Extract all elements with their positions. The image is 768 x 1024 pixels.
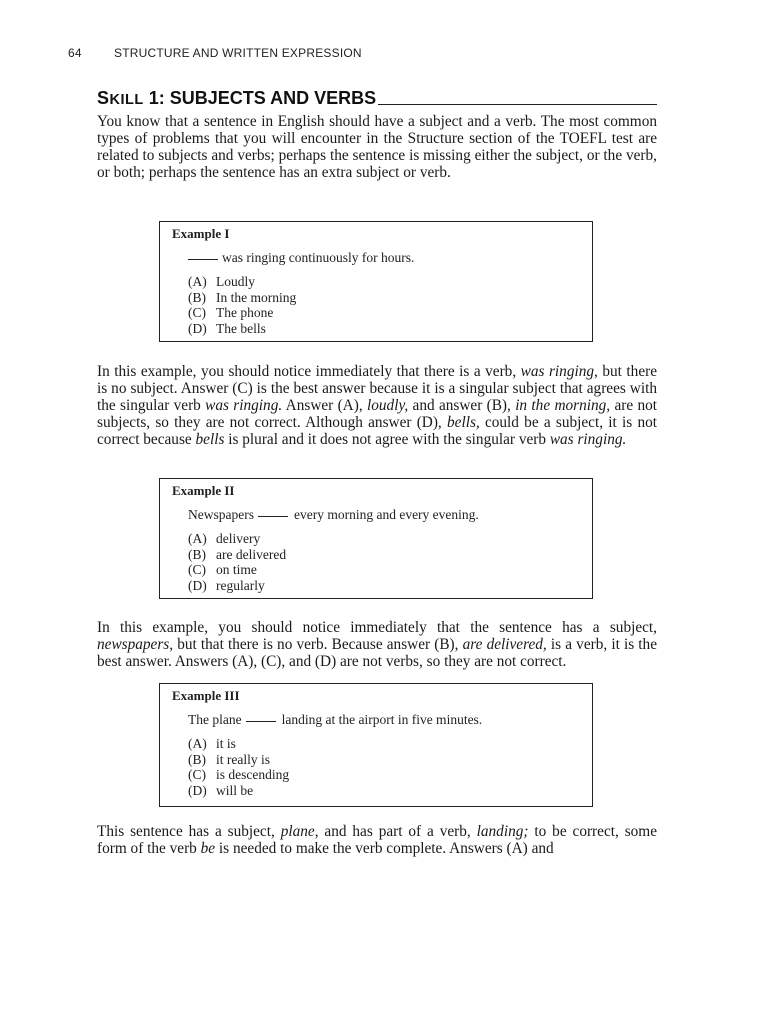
option-c: (C) on time: [188, 562, 257, 577]
answer-options: [188, 531, 580, 593]
answer-blank: [188, 259, 218, 260]
option-b: (B) it really is: [188, 751, 270, 767]
option-b: (B) are delivered: [188, 546, 287, 562]
explanation-2: In this example, you should notice immediately that the sentence has a subject, newspapers, but that there is no verb. Because answer (B), are delivered, is a verb, it is the best answer. Answers (A), (C), and (D) are not verbs, so they are not correct.: [97, 619, 657, 670]
option-d: (D) will be: [188, 782, 254, 798]
skill-heading: [97, 88, 657, 109]
skill-label: SKILL: [97, 88, 144, 108]
option-c: (C) is descending: [188, 767, 290, 782]
explanation-1: In this example, you should notice immediately that there is a verb, was ringing, but there is no subject. Answer (C) is the best answer because it is a singular subject that agrees with the singular verb was ringing. Answer (A), loudly, and answer (B), in the morning, are not subjects, so they are not correct. Although answer (D), bells, could be a subject, it is not correct because bells is plural and it does not agree with the singular verb was ringing.: [97, 363, 658, 448]
option-c: (C) The phone: [188, 305, 274, 320]
section-title: STRUCTURE AND WRITTEN EXPRESSION: [114, 46, 362, 60]
example-title: Example III: [172, 688, 240, 703]
example-stem: Newspapers every morning and every evening.: [188, 507, 479, 522]
skill-heading-text: 1: SUBJECTS AND VERBS: [148, 88, 377, 108]
answer-options: [188, 736, 580, 798]
example-title: Example II: [172, 483, 235, 498]
option-a: (A) Loudly: [188, 274, 255, 289]
example-box-1: [159, 221, 593, 342]
answer-blank: [258, 516, 288, 517]
answer-options: [188, 274, 580, 336]
option-b: (B) In the morning: [188, 289, 297, 305]
running-head: [68, 46, 362, 60]
example-title: Example I: [172, 226, 230, 241]
intro-paragraph: You know that a sentence in English should have a subject and a verb. The most common types of problems that you will encounter in the Structure section of the TOEFL test are related to subjects and verbs; perhaps the sentence is missing either the subject, or the verb, or both; perhaps the sentence has an extra subject or verb.: [97, 113, 657, 181]
option-a: (A) delivery: [188, 531, 261, 546]
option-d: (D) regularly: [188, 577, 265, 593]
example-stem: was ringing continuously for hours.: [188, 250, 580, 266]
option-a: (A) it is: [188, 736, 236, 751]
answer-blank: [246, 721, 276, 722]
example-box-2: [159, 478, 593, 599]
explanation-3: This sentence has a subject, plane, and has part of a verb, landing; to be correct, some form of the verb be is needed to make the verb complete. Answers (A) and: [97, 823, 657, 857]
example-stem: The plane landing at the airport in five minutes.: [188, 712, 483, 727]
option-d: (D) The bells: [188, 320, 266, 336]
example-box-3: [159, 683, 593, 807]
heading-rule: [378, 104, 657, 105]
page-number: 64: [68, 46, 82, 60]
